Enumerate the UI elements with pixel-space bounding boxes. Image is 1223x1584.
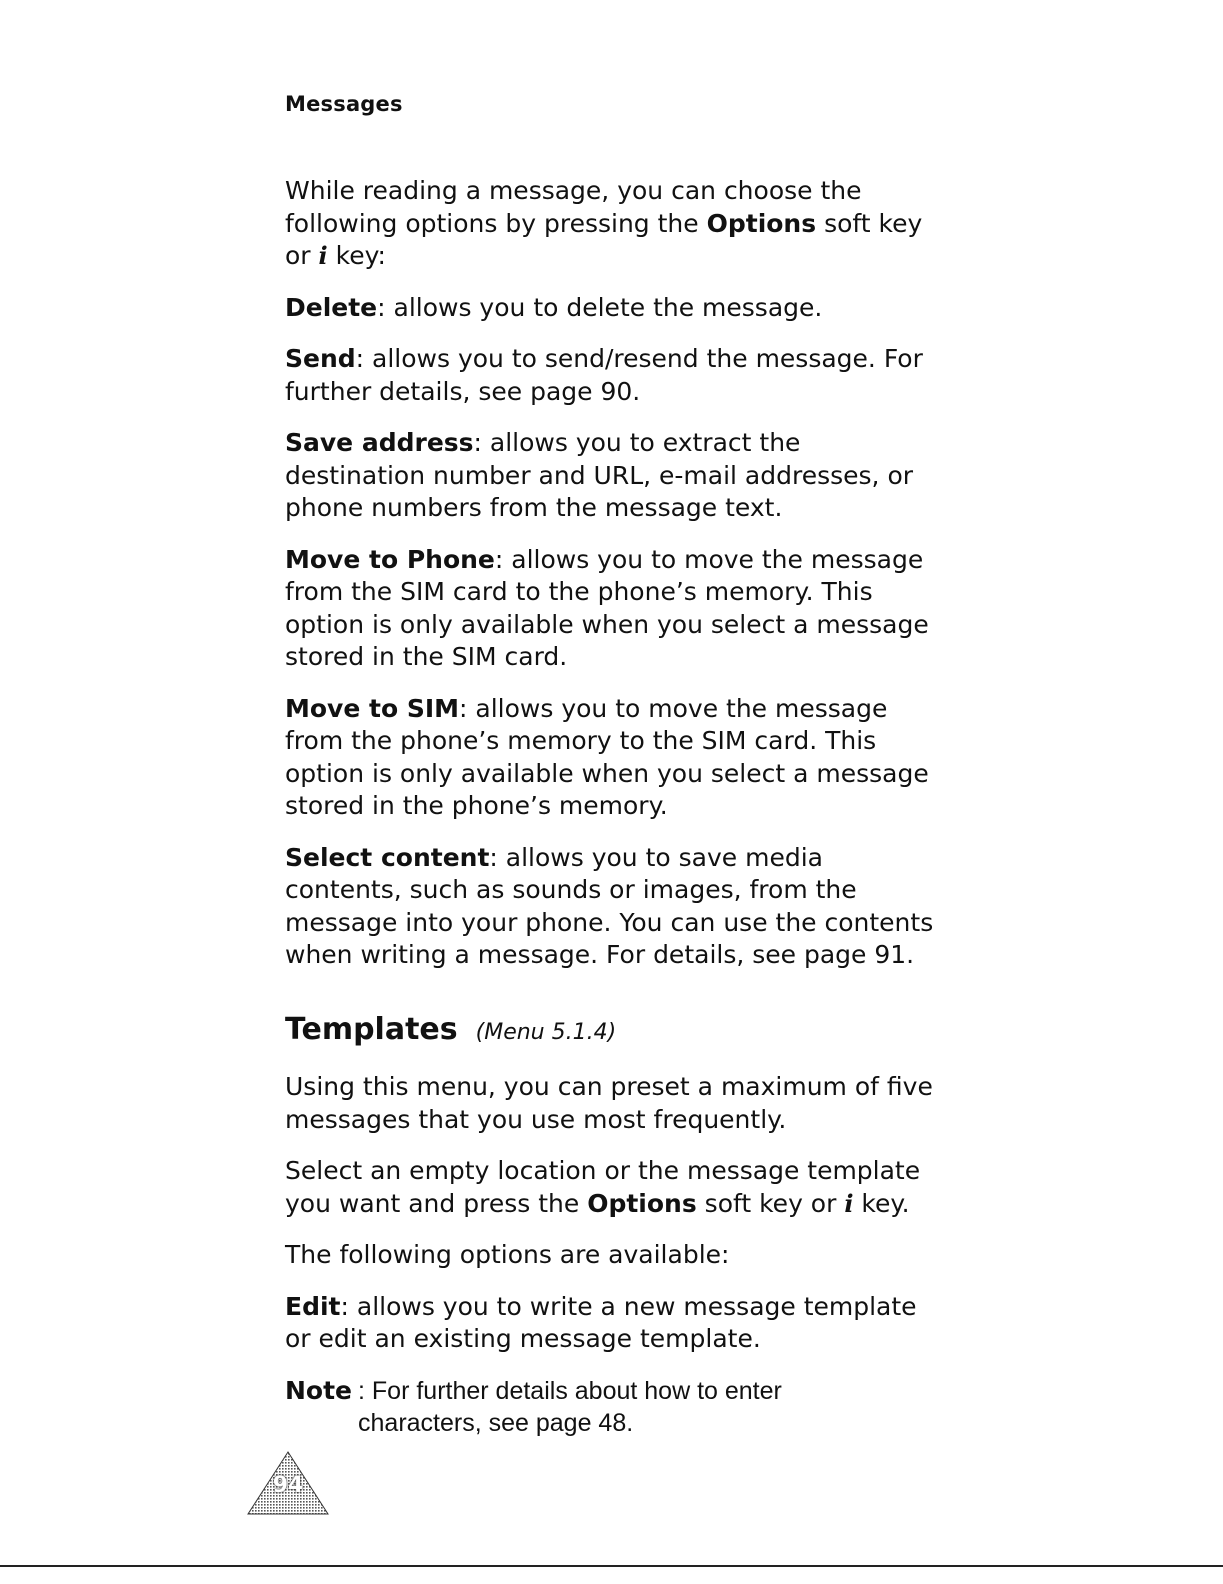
i-key-icon: i: [844, 1188, 854, 1218]
option-send: [285, 343, 945, 408]
intro-text-end: key:: [327, 241, 386, 270]
option-description: : allows you to write a new message template or edit an existing message template.: [285, 1291, 917, 1353]
option-description: : allows you to delete the message.: [377, 292, 823, 322]
note-block: [285, 1375, 945, 1440]
option-term: Move to SIM: [285, 693, 460, 723]
option-edit: [285, 1291, 945, 1356]
templates-paragraph-1: Using this menu, you can preset a maximum of five messages that you use most frequently.: [285, 1072, 933, 1134]
option-description: : allows you to move the message from the SIM card to the phone’s memory. This option is only available when you select a message stored in the SIM card.: [285, 544, 929, 671]
option-description: : allows you to save media contents, such as sounds or images, from the message into your phone. You can use the contents when writing a message. For details, see page 91.: [285, 842, 934, 969]
options-key-label: Options: [706, 208, 817, 238]
templates-heading: [285, 1011, 945, 1050]
menu-reference: (Menu 5.1.4): [475, 1019, 617, 1045]
note-text: : For further details about how to enter characters, see page 48.: [358, 1376, 782, 1437]
para2-text-start: Select an empty location or the message template you want and press the: [285, 1156, 921, 1218]
note-label: Note: [285, 1375, 353, 1405]
option-move-to-phone: [285, 544, 945, 674]
option-save-address: [285, 427, 945, 525]
option-description: : allows you to send/resend the message. For further details, see page 90.: [285, 344, 923, 406]
option-term: Send: [285, 344, 356, 373]
option-term: Save address: [285, 428, 474, 457]
intro-text-middle: soft key or: [285, 208, 923, 270]
section-title: Templates: [285, 1011, 458, 1047]
option-move-to-sim: [285, 693, 945, 823]
bottom-rule: [0, 1565, 1223, 1567]
options-key-label: Options: [587, 1188, 697, 1218]
templates-paragraph-2: [285, 1155, 945, 1220]
para2-text-middle: soft key or: [696, 1188, 845, 1218]
option-description: : allows you to extract the destination number and URL, e-mail addresses, or phone numbers from the message text.: [285, 428, 914, 522]
option-description: : allows you to move the message from the phone’s memory to the SIM card. This option is only available when you select a message stored in the phone’s memory.: [285, 693, 929, 820]
option-term: Edit: [285, 1291, 341, 1321]
intro-paragraph: [285, 175, 945, 273]
intro-text-start: While reading a message, you can choose the following options by pressing the: [285, 176, 862, 238]
page-number: 94: [272, 1473, 304, 1498]
option-delete: [285, 292, 945, 325]
option-term: Delete: [285, 292, 378, 322]
templates-paragraph-3: The following options are available:: [285, 1240, 730, 1269]
i-key-icon: i: [318, 241, 328, 270]
option-term: Select content: [285, 842, 490, 872]
page-content: [285, 175, 945, 1440]
running-header: Messages: [285, 92, 403, 116]
para2-text-end: key.: [853, 1188, 910, 1218]
option-term: Move to Phone: [285, 544, 495, 574]
option-select-content: [285, 842, 945, 972]
